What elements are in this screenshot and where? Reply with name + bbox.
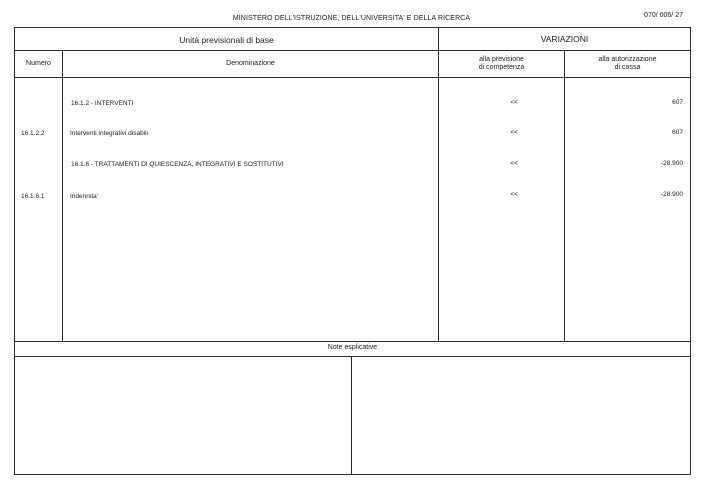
header-divider [15, 50, 690, 51]
row-4-denominazione: Indennita' [70, 193, 98, 200]
notes-left-box [15, 357, 351, 474]
row-2-numero: 16.1.2.2 [21, 130, 45, 137]
row-4-numero: 16.1.6.1 [21, 193, 45, 200]
group-header-upb: Unità previsionali di base [179, 35, 274, 45]
row-2-denominazione: Interventi integrativi disabili [70, 130, 149, 137]
numero-divider [62, 50, 63, 341]
notes-right-box [352, 357, 690, 474]
row-1-cassa: 607 [672, 99, 683, 106]
row-3-competenza: << [510, 160, 518, 167]
budget-table-frame [14, 27, 691, 475]
col-header-denominazione: Denominazione [226, 60, 275, 67]
column-header-divider [15, 77, 690, 78]
col-header-competenza: alla previsione di competenza [478, 56, 525, 71]
page-code: 070/ 006/ 27 [644, 12, 683, 19]
row-1-competenza: << [510, 99, 518, 106]
col-header-cassa: alla autorizzazione di cassa [598, 56, 657, 71]
notes-title: Note esplicative [327, 344, 378, 351]
ministry-title: MINISTERO DELL'ISTRUZIONE, DELL'UNIVERSITA' E DELLA RICERCA [232, 15, 471, 22]
group-header-variazioni: VARIAZIONI [540, 34, 589, 44]
row-1-denominazione: 16.1.2 - INTERVENTI [71, 100, 134, 107]
row-4-cassa: -28.900 [660, 191, 683, 198]
row-4-competenza: << [510, 191, 518, 198]
col-header-numero: Numero [26, 60, 51, 67]
variazioni-divider [438, 28, 439, 341]
row-3-cassa: -28.900 [660, 160, 683, 167]
row-2-competenza: << [510, 129, 518, 136]
row-2-cassa: 607 [672, 129, 683, 136]
table-bottom-line [15, 341, 690, 342]
row-3-denominazione: 16.1.6 - TRATTAMENTI DI QUIESCENZA, INTEGRATIVI E SOSTITUTIVI [71, 161, 284, 168]
